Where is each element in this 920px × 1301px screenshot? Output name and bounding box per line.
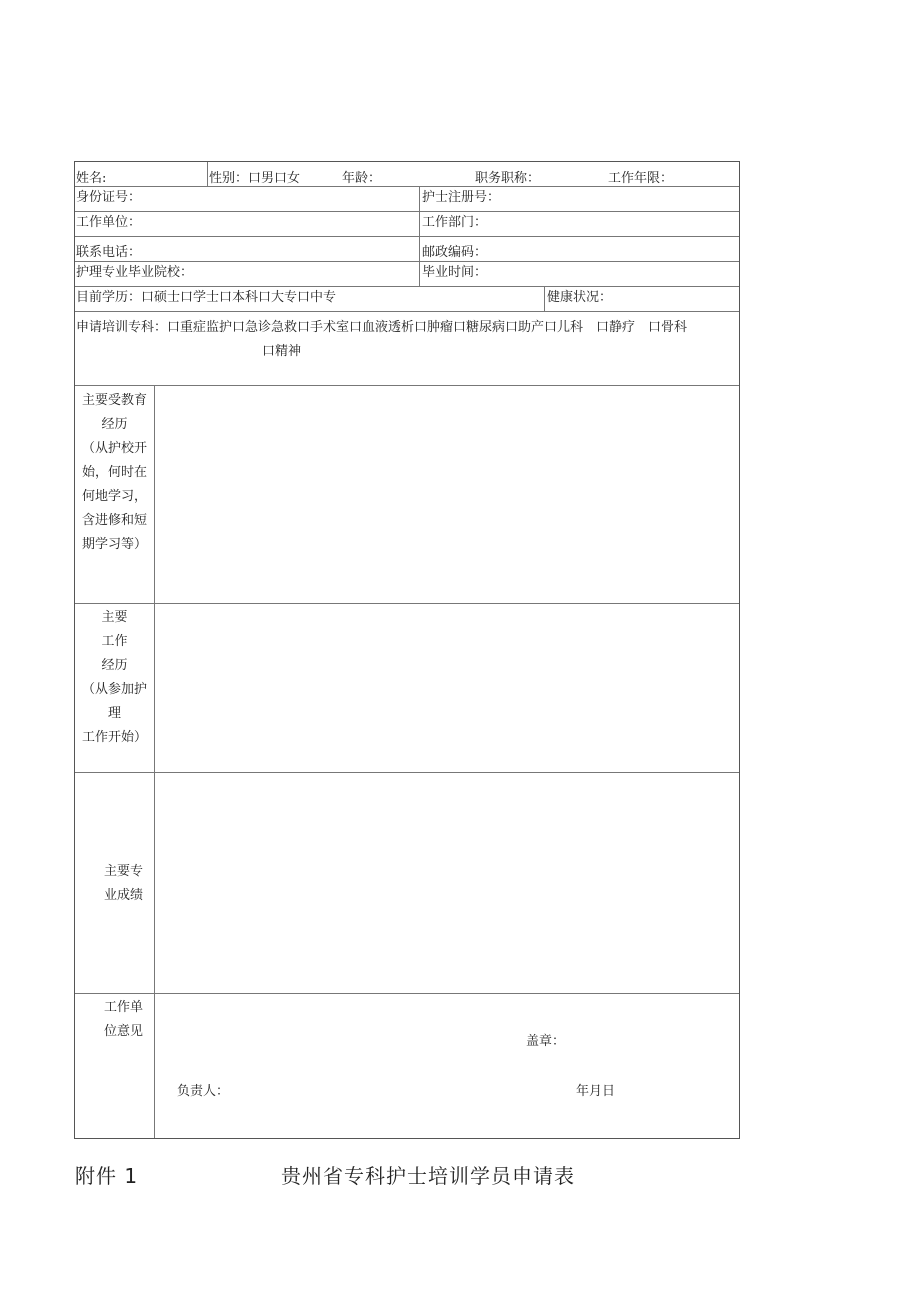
specialty-options-line1[interactable]: 申请培训专科：口重症监护口急诊急救口手术室口血液透析口肿瘤口糖尿病口助产口儿科 口静疗 口骨科 [76, 320, 688, 335]
work-history-label: 主要 工作 经历 （从参加护 理 工作开始） [81, 610, 147, 745]
specialty-row [75, 312, 739, 386]
education-history-input[interactable] [155, 386, 739, 603]
nurse-registration-label: 护士注册号： [422, 190, 501, 205]
job-title-label: 职务职称： [475, 171, 541, 186]
gender-field[interactable]: 性别：口男口女 [209, 171, 301, 186]
education-history-label: 主要受教育 经历 （从护校开 始，何时在 何地学习， 含进修和短 期学习等） [81, 393, 147, 552]
achievements-section [75, 773, 739, 994]
responsible-person-label: 负责人： [177, 1084, 230, 1099]
application-form-table [74, 161, 740, 1139]
education-level-field[interactable]: 目前学历：口硕士口学士口本科口大专口中专 [76, 290, 337, 305]
achievements-input[interactable] [155, 773, 739, 993]
id-number-label: 身份证号： [76, 190, 142, 205]
education-history-section [75, 386, 739, 604]
unit-opinion-input[interactable] [155, 994, 739, 1138]
school-row [75, 262, 739, 287]
contact-row [75, 237, 739, 262]
stamp-label: 盖章： [526, 1034, 566, 1049]
work-years-label: 工作年限： [608, 171, 674, 186]
graduation-time-label: 毕业时间： [422, 265, 488, 280]
date-label: 年月日 [576, 1084, 616, 1099]
attachment-label: 附件 1 [75, 1164, 139, 1188]
achievements-label: 主要专 业成绩 [103, 864, 143, 903]
work-unit-label: 工作单位： [76, 215, 142, 230]
unit-row [75, 212, 739, 237]
form-title: 贵州省专科护士培训学员申请表 [281, 1164, 575, 1188]
department-label: 工作部门： [422, 215, 488, 230]
school-label: 护理专业毕业院校： [76, 265, 194, 280]
work-history-input[interactable] [155, 604, 739, 772]
unit-opinion-section [75, 994, 739, 1138]
health-status-label: 健康状况： [547, 290, 613, 305]
work-history-section [75, 604, 739, 773]
name-label: 姓名: [76, 171, 107, 186]
postcode-label: 邮政编码： [422, 245, 488, 260]
basic-info-row [75, 162, 739, 187]
phone-label: 联系电话： [76, 245, 142, 260]
age-label: 年龄： [342, 171, 382, 186]
specialty-options-line2[interactable]: 口精神 [262, 344, 302, 359]
id-row [75, 187, 739, 212]
education-row [75, 287, 739, 312]
unit-opinion-label: 工作单 位意见 [103, 1000, 143, 1039]
